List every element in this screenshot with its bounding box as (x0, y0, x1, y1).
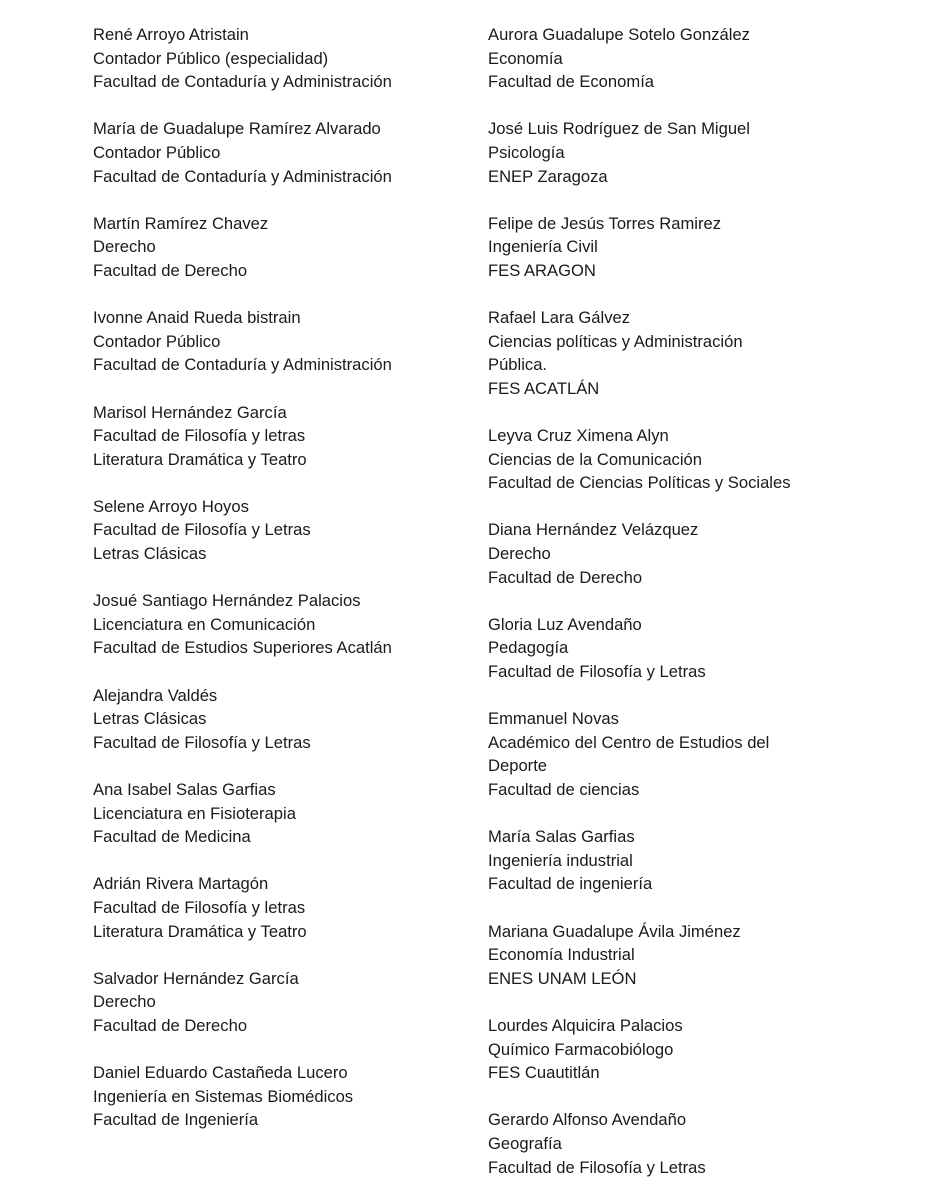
person-name: Daniel Eduardo Castañeda Lucero (93, 1063, 348, 1083)
person-name: Aurora Guadalupe Sotelo González (488, 25, 750, 44)
person-name: Gerardo Alfonso Avendaño (488, 1110, 687, 1130)
entry-detail-line: Derecho (93, 992, 156, 1012)
entry-detail-line: Facultad de Contaduría y Administración (93, 355, 392, 375)
entry-detail-line: Facultad de Filosofía y Letras (488, 662, 706, 682)
entry-detail-line: FES ARAGON (488, 260, 596, 280)
list-item (93, 306, 473, 377)
person-name: Rafael Lara Gálvez (488, 308, 631, 328)
entry-detail-line: FES Cuautitlán (488, 1063, 600, 1083)
entry-detail-line: Facultad de Contaduría y Administración (93, 166, 392, 186)
list-item (488, 613, 908, 684)
person-name: Marisol Hernández García (93, 402, 287, 422)
person-name: Leyva Cruz Ximena Alyn (488, 426, 669, 446)
entry-detail-line: Economía (488, 48, 563, 68)
entry-detail-line: Ciencias de la Comunicación (488, 449, 702, 469)
entry-detail-line: Geografía (488, 1133, 562, 1153)
person-name: Salvador Hernández García (93, 968, 299, 988)
person-name: María de Guadalupe Ramírez Alvarado (93, 119, 381, 139)
left-column (93, 23, 473, 1156)
list-item (93, 967, 473, 1038)
person-name: José Luis Rodríguez de San Miguel (488, 119, 750, 139)
entry-detail-line: Químico Farmacobiólogo (488, 1039, 674, 1059)
list-item (488, 707, 908, 801)
entry-detail-line: Facultad de Economía (488, 72, 655, 92)
list-item (93, 212, 473, 283)
list-item (488, 1108, 908, 1179)
person-name: Martín Ramírez Chavez (93, 213, 269, 233)
person-name: Ana Isabel Salas Garfias (93, 780, 276, 799)
entry-detail-line: Contador Público (93, 331, 221, 351)
entry-detail-line: Facultad de Filosofía y letras (93, 426, 306, 446)
entry-detail-line: Facultad de Derecho (488, 567, 643, 587)
entry-detail-line: Facultad de Contaduría y Administración (93, 72, 392, 92)
list-item (488, 424, 908, 495)
entry-detail-line: Literatura Dramática y Teatro (93, 449, 307, 469)
person-name: Lourdes Alquicira Palacios (488, 1015, 683, 1035)
person-name: Gloria Luz Avendaño (488, 614, 642, 634)
list-item (488, 825, 908, 896)
entry-detail-line: FES ACATLÁN (488, 378, 600, 398)
entry-detail-line: Deporte (488, 756, 548, 776)
list-item (93, 401, 473, 472)
list-item (93, 872, 473, 943)
entry-detail-line: Facultad de Filosofía y Letras (93, 520, 311, 540)
right-column (488, 23, 908, 1203)
person-name: Emmanuel Novas (488, 709, 619, 729)
entry-detail-line: Derecho (488, 544, 551, 564)
list-item (93, 1061, 473, 1132)
person-name: Mariana Guadalupe Ávila Jiménez (488, 921, 741, 941)
entry-detail-line: Economía Industrial (488, 945, 635, 965)
entry-detail-line: Facultad de Filosofía y Letras (93, 732, 311, 752)
entry-detail-line: Contador Público (93, 142, 221, 162)
entry-detail-line: Académico del Centro de Estudios del (488, 732, 770, 752)
person-name: Ivonne Anaid Rueda bistrain (93, 308, 301, 328)
list-item (93, 23, 473, 94)
entry-detail-line: Ingeniería en Sistemas Biomédicos (93, 1086, 354, 1106)
list-item (93, 495, 473, 566)
list-item (488, 117, 908, 188)
entry-detail-line: Derecho (93, 237, 156, 257)
person-name: María Salas Garfias (488, 827, 635, 847)
entry-detail-line: Psicología (488, 142, 565, 162)
list-item (93, 684, 473, 755)
person-name: Alejandra Valdés (93, 685, 218, 705)
person-name: Josué Santiago Hernández Palacios (93, 591, 361, 611)
entry-detail-line: Facultad de ingeniería (488, 874, 653, 894)
entry-detail-line: Letras Clásicas (93, 544, 207, 564)
list-item (93, 589, 473, 660)
entry-detail-line: Licenciatura en Comunicación (93, 614, 316, 634)
entry-detail-line: Ciencias políticas y Administración (488, 331, 743, 351)
entry-detail-line: Facultad de Derecho (93, 1015, 248, 1035)
list-item (488, 306, 908, 400)
entry-detail-line: Facultad de ciencias (488, 780, 640, 799)
entry-detail-line: Facultad de Ciencias Políticas y Sociales (488, 473, 791, 493)
entry-detail-line: Facultad de Filosofía y letras (93, 897, 306, 917)
person-name: Adrián Rivera Martagón (93, 874, 269, 894)
person-name: Diana Hernández Velázquez (488, 520, 699, 540)
list-item (93, 117, 473, 188)
entry-detail-line: Letras Clásicas (93, 709, 207, 729)
person-name: Felipe de Jesús Torres Ramirez (488, 213, 722, 233)
entry-detail-line: Ingeniería Civil (488, 237, 598, 257)
entry-detail-line: Facultad de Filosofía y Letras (488, 1157, 706, 1177)
list-item (488, 518, 908, 589)
list-item (488, 212, 908, 283)
list-item (488, 1014, 908, 1085)
person-name: René Arroyo Atristain (93, 25, 249, 44)
entry-detail-line: Pedagogía (488, 638, 569, 658)
entry-detail-line: Licenciatura en Fisioterapia (93, 803, 296, 823)
entry-detail-line: Pública. (488, 355, 548, 375)
entry-detail-line: Facultad de Estudios Superiores Acatlán (93, 638, 392, 658)
person-name: Selene Arroyo Hoyos (93, 496, 249, 516)
entry-detail-line: ENES UNAM LEÓN (488, 968, 637, 988)
entry-detail-line: Literatura Dramática y Teatro (93, 921, 307, 941)
entry-detail-line: Facultad de Ingeniería (93, 1110, 259, 1130)
list-item (488, 23, 908, 94)
entry-detail-line: Facultad de Derecho (93, 260, 248, 280)
entry-detail-line: ENEP Zaragoza (488, 166, 608, 186)
entry-detail-line: Contador Público (especialidad) (93, 48, 329, 68)
list-item (93, 778, 473, 849)
list-item (488, 920, 908, 991)
entry-detail-line: Facultad de Medicina (93, 827, 251, 847)
entry-detail-line: Ingeniería industrial (488, 850, 633, 870)
